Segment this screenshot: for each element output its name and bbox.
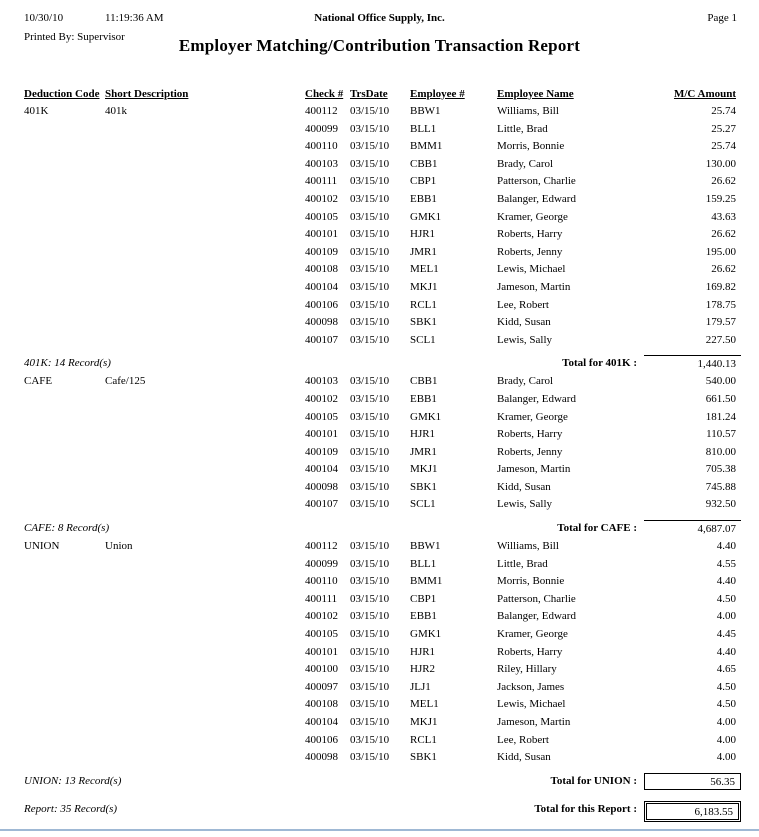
check-number-cell: 400099 <box>305 557 338 570</box>
report-footer <box>0 799 759 825</box>
table-row <box>0 123 759 141</box>
amount-cell: 181.24 <box>705 410 736 423</box>
check-number-cell: 400105 <box>305 210 338 223</box>
trs-date-cell: 03/15/10 <box>350 557 390 570</box>
employee-name-cell: Patterson, Charlie <box>497 592 576 605</box>
employee-number-cell: BLL1 <box>410 122 437 135</box>
check-number-cell: 400101 <box>305 645 338 658</box>
employee-name-cell: Roberts, Jenny <box>497 445 563 458</box>
amount-cell: 4.40 <box>716 575 736 588</box>
check-number-cell: 400107 <box>305 498 338 511</box>
check-number-cell: 400105 <box>305 410 338 423</box>
employee-name-cell: Roberts, Harry <box>497 428 563 441</box>
print-date: 10/30/10 <box>24 12 64 24</box>
employee-number-cell: SBK1 <box>410 480 437 493</box>
employee-number-cell: MKJ1 <box>410 716 438 728</box>
employee-name-cell: Little, Brad <box>497 557 548 570</box>
check-number-cell: 400099 <box>305 122 338 135</box>
check-number-cell: 400112 <box>305 105 338 117</box>
check-number-cell: 400111 <box>305 592 338 605</box>
trs-date-cell: 03/15/10 <box>350 445 390 458</box>
trs-date-cell: 03/15/10 <box>350 192 390 205</box>
employee-name-cell: Patterson, Charlie <box>497 175 576 188</box>
employee-number-cell: JMR1 <box>410 245 437 258</box>
section-total-amount: 4,687.07 <box>644 520 741 536</box>
trs-date-cell: 03/15/10 <box>350 575 390 588</box>
employee-number-cell: GMK1 <box>410 628 442 641</box>
employee-name-cell: Roberts, Jenny <box>497 245 563 258</box>
employee-name-cell: Balanger, Edward <box>497 392 576 405</box>
employee-name-cell: Brady, Carol <box>497 157 554 170</box>
employee-name-cell: Jameson, Martin <box>497 716 571 728</box>
section-footer <box>0 771 759 793</box>
employee-name-cell: Kidd, Susan <box>497 480 551 493</box>
employee-number-cell: RCL1 <box>410 298 437 311</box>
employee-number-cell: CBB1 <box>410 157 438 170</box>
employee-name-cell: Lewis, Michael <box>497 263 566 276</box>
table-row <box>0 246 759 264</box>
trs-date-cell: 03/15/10 <box>350 733 390 746</box>
check-number-cell: 400101 <box>305 228 338 241</box>
table-row <box>0 540 759 558</box>
employee-number-cell: JMR1 <box>410 445 437 458</box>
check-number-cell: 400098 <box>305 480 338 493</box>
check-number-cell: 400103 <box>305 157 338 170</box>
check-number-cell: 400109 <box>305 445 338 458</box>
employee-name-cell: Kidd, Susan <box>497 751 551 764</box>
amount-cell: 4.50 <box>716 680 736 693</box>
table-row <box>0 158 759 176</box>
trs-date-cell: 03/15/10 <box>350 122 390 135</box>
report-record-count: Report: 35 Record(s) <box>24 802 118 815</box>
amount-cell: 4.50 <box>716 592 736 605</box>
trs-date-cell: 03/15/10 <box>350 410 390 423</box>
amount-cell: 25.74 <box>711 105 736 117</box>
trs-date-cell: 03/15/10 <box>350 645 390 658</box>
employee-name-cell: Morris, Bonnie <box>497 140 565 153</box>
employee-number-cell: GMK1 <box>410 210 442 223</box>
window-edge <box>0 829 759 831</box>
check-number-cell: 400100 <box>305 663 338 676</box>
employee-name-cell: Jameson, Martin <box>497 280 571 293</box>
check-number-cell: 400104 <box>305 463 338 476</box>
amount-cell: 26.62 <box>711 228 736 241</box>
report-header <box>0 0 759 88</box>
check-number-cell: 400110 <box>305 575 338 588</box>
sections-container <box>0 105 759 793</box>
employee-number-cell: EBB1 <box>410 192 437 205</box>
column-header-mc-amount: M/C Amount <box>673 88 736 100</box>
table-row <box>0 140 759 158</box>
amount-cell: 4.40 <box>716 540 736 553</box>
section-record-count: UNION: 13 Record(s) <box>24 774 122 787</box>
deduction-code-value: CAFE <box>24 375 53 388</box>
page-number: Page 1 <box>707 12 737 24</box>
amount-cell: 26.62 <box>711 175 736 188</box>
table-row <box>0 428 759 446</box>
deduction-description-value: Cafe/125 <box>105 375 146 388</box>
section-footer <box>0 353 759 375</box>
section-rows <box>0 540 759 769</box>
employee-name-cell: Jameson, Martin <box>497 463 571 476</box>
amount-cell: 43.63 <box>711 210 736 223</box>
trs-date-cell: 03/15/10 <box>350 610 390 623</box>
employee-name-cell: Lewis, Sally <box>497 333 552 346</box>
employee-number-cell: CBP1 <box>410 175 437 188</box>
report-title: Employer Matching/Contribution Transaction Report <box>178 36 581 55</box>
employee-number-cell: BMM1 <box>410 140 443 153</box>
employee-number-cell: MEL1 <box>410 263 439 276</box>
table-row <box>0 734 759 752</box>
trs-date-cell: 03/15/10 <box>350 316 390 329</box>
table-row <box>0 393 759 411</box>
employee-number-cell: CBB1 <box>410 375 438 388</box>
amount-cell: 110.57 <box>706 428 736 441</box>
check-number-cell: 400104 <box>305 280 338 293</box>
trs-date-cell: 03/15/10 <box>350 263 390 276</box>
deduction-description-value: 401k <box>105 105 127 117</box>
amount-cell: 4.65 <box>716 663 736 676</box>
employee-name-cell: Kramer, George <box>497 410 568 423</box>
check-number-cell: 400108 <box>305 698 338 711</box>
employee-number-cell: BBW1 <box>410 540 441 553</box>
table-row <box>0 663 759 681</box>
amount-cell: 4.00 <box>716 733 736 746</box>
table-row <box>0 175 759 193</box>
amount-cell: 4.40 <box>716 645 736 658</box>
employee-number-cell: BMM1 <box>410 575 443 588</box>
table-row <box>0 628 759 646</box>
check-number-cell: 400104 <box>305 716 338 728</box>
amount-cell: 4.00 <box>716 716 736 728</box>
section-record-count: CAFE: 8 Record(s) <box>24 522 110 535</box>
employee-number-cell: SCL1 <box>410 498 436 511</box>
check-number-cell: 400106 <box>305 298 338 311</box>
section-footer <box>0 518 759 540</box>
column-header-short-description: Short Description <box>105 88 189 100</box>
employee-number-cell: SBK1 <box>410 751 437 764</box>
employee-number-cell: GMK1 <box>410 410 442 423</box>
trs-date-cell: 03/15/10 <box>350 480 390 493</box>
table-row <box>0 446 759 464</box>
employee-name-cell: Lee, Robert <box>497 733 549 746</box>
trs-date-cell: 03/15/10 <box>350 392 390 405</box>
employee-name-cell: Kramer, George <box>497 210 568 223</box>
employee-number-cell: SCL1 <box>410 333 436 346</box>
employee-name-cell: Roberts, Harry <box>497 645 563 658</box>
check-number-cell: 400102 <box>305 192 338 205</box>
amount-cell: 932.50 <box>705 498 736 511</box>
employee-name-cell: Brady, Carol <box>497 375 554 388</box>
amount-cell: 130.00 <box>705 157 736 170</box>
trs-date-cell: 03/15/10 <box>350 298 390 311</box>
amount-cell: 745.88 <box>705 480 736 493</box>
employee-number-cell: BLL1 <box>410 557 437 570</box>
amount-cell: 178.75 <box>705 298 736 311</box>
table-row <box>0 593 759 611</box>
check-number-cell: 400106 <box>305 733 338 746</box>
section-record-count: 401K: 14 Record(s) <box>24 357 111 370</box>
trs-date-cell: 03/15/10 <box>350 245 390 258</box>
check-number-cell: 400111 <box>305 175 338 188</box>
trs-date-cell: 03/15/10 <box>350 751 390 764</box>
amount-cell: 179.57 <box>705 316 736 329</box>
employee-number-cell: EBB1 <box>410 610 437 623</box>
deduction-code-value: 401K <box>24 105 49 117</box>
column-header-employee-name: Employee Name <box>497 88 574 100</box>
amount-cell: 4.00 <box>716 610 736 623</box>
table-row <box>0 463 759 481</box>
deduction-section <box>0 540 759 793</box>
check-number-cell: 400108 <box>305 263 338 276</box>
employee-number-cell: MKJ1 <box>410 280 438 293</box>
check-number-cell: 400112 <box>305 540 338 553</box>
table-row <box>0 610 759 628</box>
employee-name-cell: Lee, Robert <box>497 298 549 311</box>
check-number-cell: 400110 <box>305 140 338 153</box>
trs-date-cell: 03/15/10 <box>350 592 390 605</box>
deduction-description-value: Union <box>105 540 133 553</box>
employee-number-cell: JLJ1 <box>410 680 431 693</box>
table-row <box>0 193 759 211</box>
table-row <box>0 646 759 664</box>
table-row <box>0 334 759 352</box>
trs-date-cell: 03/15/10 <box>350 157 390 170</box>
trs-date-cell: 03/15/10 <box>350 628 390 641</box>
trs-date-cell: 03/15/10 <box>350 716 390 728</box>
amount-cell: 4.50 <box>716 698 736 711</box>
employee-name-cell: Balanger, Edward <box>497 192 576 205</box>
section-total-amount: 56.35 <box>644 773 741 790</box>
check-number-cell: 400101 <box>305 428 338 441</box>
employee-number-cell: SBK1 <box>410 316 437 329</box>
check-number-cell: 400103 <box>305 375 338 388</box>
amount-cell: 4.45 <box>716 628 736 641</box>
table-row <box>0 558 759 576</box>
trs-date-cell: 03/15/10 <box>350 663 390 676</box>
employee-name-cell: Kramer, George <box>497 628 568 641</box>
trs-date-cell: 03/15/10 <box>350 175 390 188</box>
employee-number-cell: RCL1 <box>410 733 437 746</box>
column-header-employee-number: Employee # <box>410 88 465 100</box>
trs-date-cell: 03/15/10 <box>350 210 390 223</box>
employee-name-cell: Little, Brad <box>497 122 548 135</box>
section-total-amount: 1,440.13 <box>644 355 741 371</box>
table-row <box>0 316 759 334</box>
trs-date-cell: 03/15/10 <box>350 228 390 241</box>
deduction-section <box>0 375 759 540</box>
table-row <box>0 498 759 516</box>
check-number-cell: 400098 <box>305 316 338 329</box>
trs-date-cell: 03/15/10 <box>350 280 390 293</box>
table-row <box>0 751 759 769</box>
trs-date-cell: 03/15/10 <box>350 463 390 476</box>
trs-date-cell: 03/15/10 <box>350 428 390 441</box>
table-row <box>0 698 759 716</box>
check-number-cell: 400098 <box>305 751 338 764</box>
employee-number-cell: BBW1 <box>410 105 441 117</box>
employee-number-cell: HJR1 <box>410 645 436 658</box>
section-rows <box>0 375 759 516</box>
table-row <box>0 375 759 393</box>
employee-name-cell: Kidd, Susan <box>497 316 551 329</box>
report-total-label: Total for this Report : <box>534 802 637 815</box>
employee-name-cell: Williams, Bill <box>497 540 559 553</box>
section-total-label: Total for UNION : <box>550 774 637 787</box>
report-total-amount: 6,183.55 <box>644 801 741 822</box>
amount-cell: 195.00 <box>705 245 736 258</box>
column-headers <box>0 88 759 105</box>
trs-date-cell: 03/15/10 <box>350 333 390 346</box>
trs-date-cell: 03/15/10 <box>350 680 390 693</box>
table-row <box>0 716 759 734</box>
amount-cell: 540.00 <box>705 375 736 388</box>
table-row <box>0 299 759 317</box>
employee-name-cell: Roberts, Harry <box>497 228 563 241</box>
table-row <box>0 411 759 429</box>
amount-cell: 25.74 <box>711 140 736 153</box>
employee-name-cell: Morris, Bonnie <box>497 575 565 588</box>
trs-date-cell: 03/15/10 <box>350 140 390 153</box>
amount-cell: 227.50 <box>705 333 736 346</box>
section-total-label: Total for CAFE : <box>557 522 637 535</box>
employee-name-cell: Jackson, James <box>497 680 565 693</box>
employee-number-cell: CBP1 <box>410 592 437 605</box>
table-row <box>0 481 759 499</box>
table-row <box>0 263 759 281</box>
table-row <box>0 228 759 246</box>
employee-name-cell: Williams, Bill <box>497 105 559 117</box>
check-number-cell: 400102 <box>305 392 338 405</box>
employee-number-cell: EBB1 <box>410 392 437 405</box>
section-rows <box>0 105 759 351</box>
table-row <box>0 575 759 593</box>
amount-cell: 4.00 <box>716 751 736 764</box>
table-row <box>0 681 759 699</box>
employee-name-cell: Riley, Hillary <box>497 663 557 676</box>
employee-name-cell: Lewis, Michael <box>497 698 566 711</box>
amount-cell: 661.50 <box>705 392 736 405</box>
check-number-cell: 400097 <box>305 680 338 693</box>
employee-number-cell: HJR1 <box>410 428 436 441</box>
trs-date-cell: 03/15/10 <box>350 105 390 117</box>
amount-cell: 159.25 <box>705 192 736 205</box>
check-number-cell: 400105 <box>305 628 338 641</box>
amount-cell: 25.27 <box>711 122 736 135</box>
column-header-deduction-code: Deduction Code <box>24 88 100 100</box>
employee-number-cell: MEL1 <box>410 698 439 711</box>
amount-cell: 810.00 <box>705 445 736 458</box>
deduction-section <box>0 105 759 375</box>
trs-date-cell: 03/15/10 <box>350 498 390 511</box>
employee-name-cell: Balanger, Edward <box>497 610 576 623</box>
deduction-code-value: UNION <box>24 540 60 553</box>
employee-number-cell: HJR2 <box>410 663 436 676</box>
table-row <box>0 211 759 229</box>
amount-cell: 169.82 <box>705 280 736 293</box>
check-number-cell: 400107 <box>305 333 338 346</box>
column-header-trs-date: TrsDate <box>350 88 388 100</box>
trs-date-cell: 03/15/10 <box>350 375 390 388</box>
table-row <box>0 105 759 123</box>
check-number-cell: 400102 <box>305 610 338 623</box>
amount-cell: 705.38 <box>705 463 736 476</box>
section-total-label: Total for 401K : <box>562 357 637 370</box>
check-number-cell: 400109 <box>305 245 338 258</box>
column-header-check-number: Check # <box>305 88 344 100</box>
printed-by: Printed By: Supervisor <box>24 31 125 43</box>
trs-date-cell: 03/15/10 <box>350 540 390 553</box>
trs-date-cell: 03/15/10 <box>350 698 390 711</box>
employee-name-cell: Lewis, Sally <box>497 498 552 511</box>
amount-cell: 4.55 <box>716 557 736 570</box>
employee-number-cell: HJR1 <box>410 228 436 241</box>
table-row <box>0 281 759 299</box>
print-time: 11:19:36 AM <box>105 12 164 24</box>
employee-number-cell: MKJ1 <box>410 463 438 476</box>
company-name: National Office Supply, Inc. <box>314 12 445 24</box>
amount-cell: 26.62 <box>711 263 736 276</box>
